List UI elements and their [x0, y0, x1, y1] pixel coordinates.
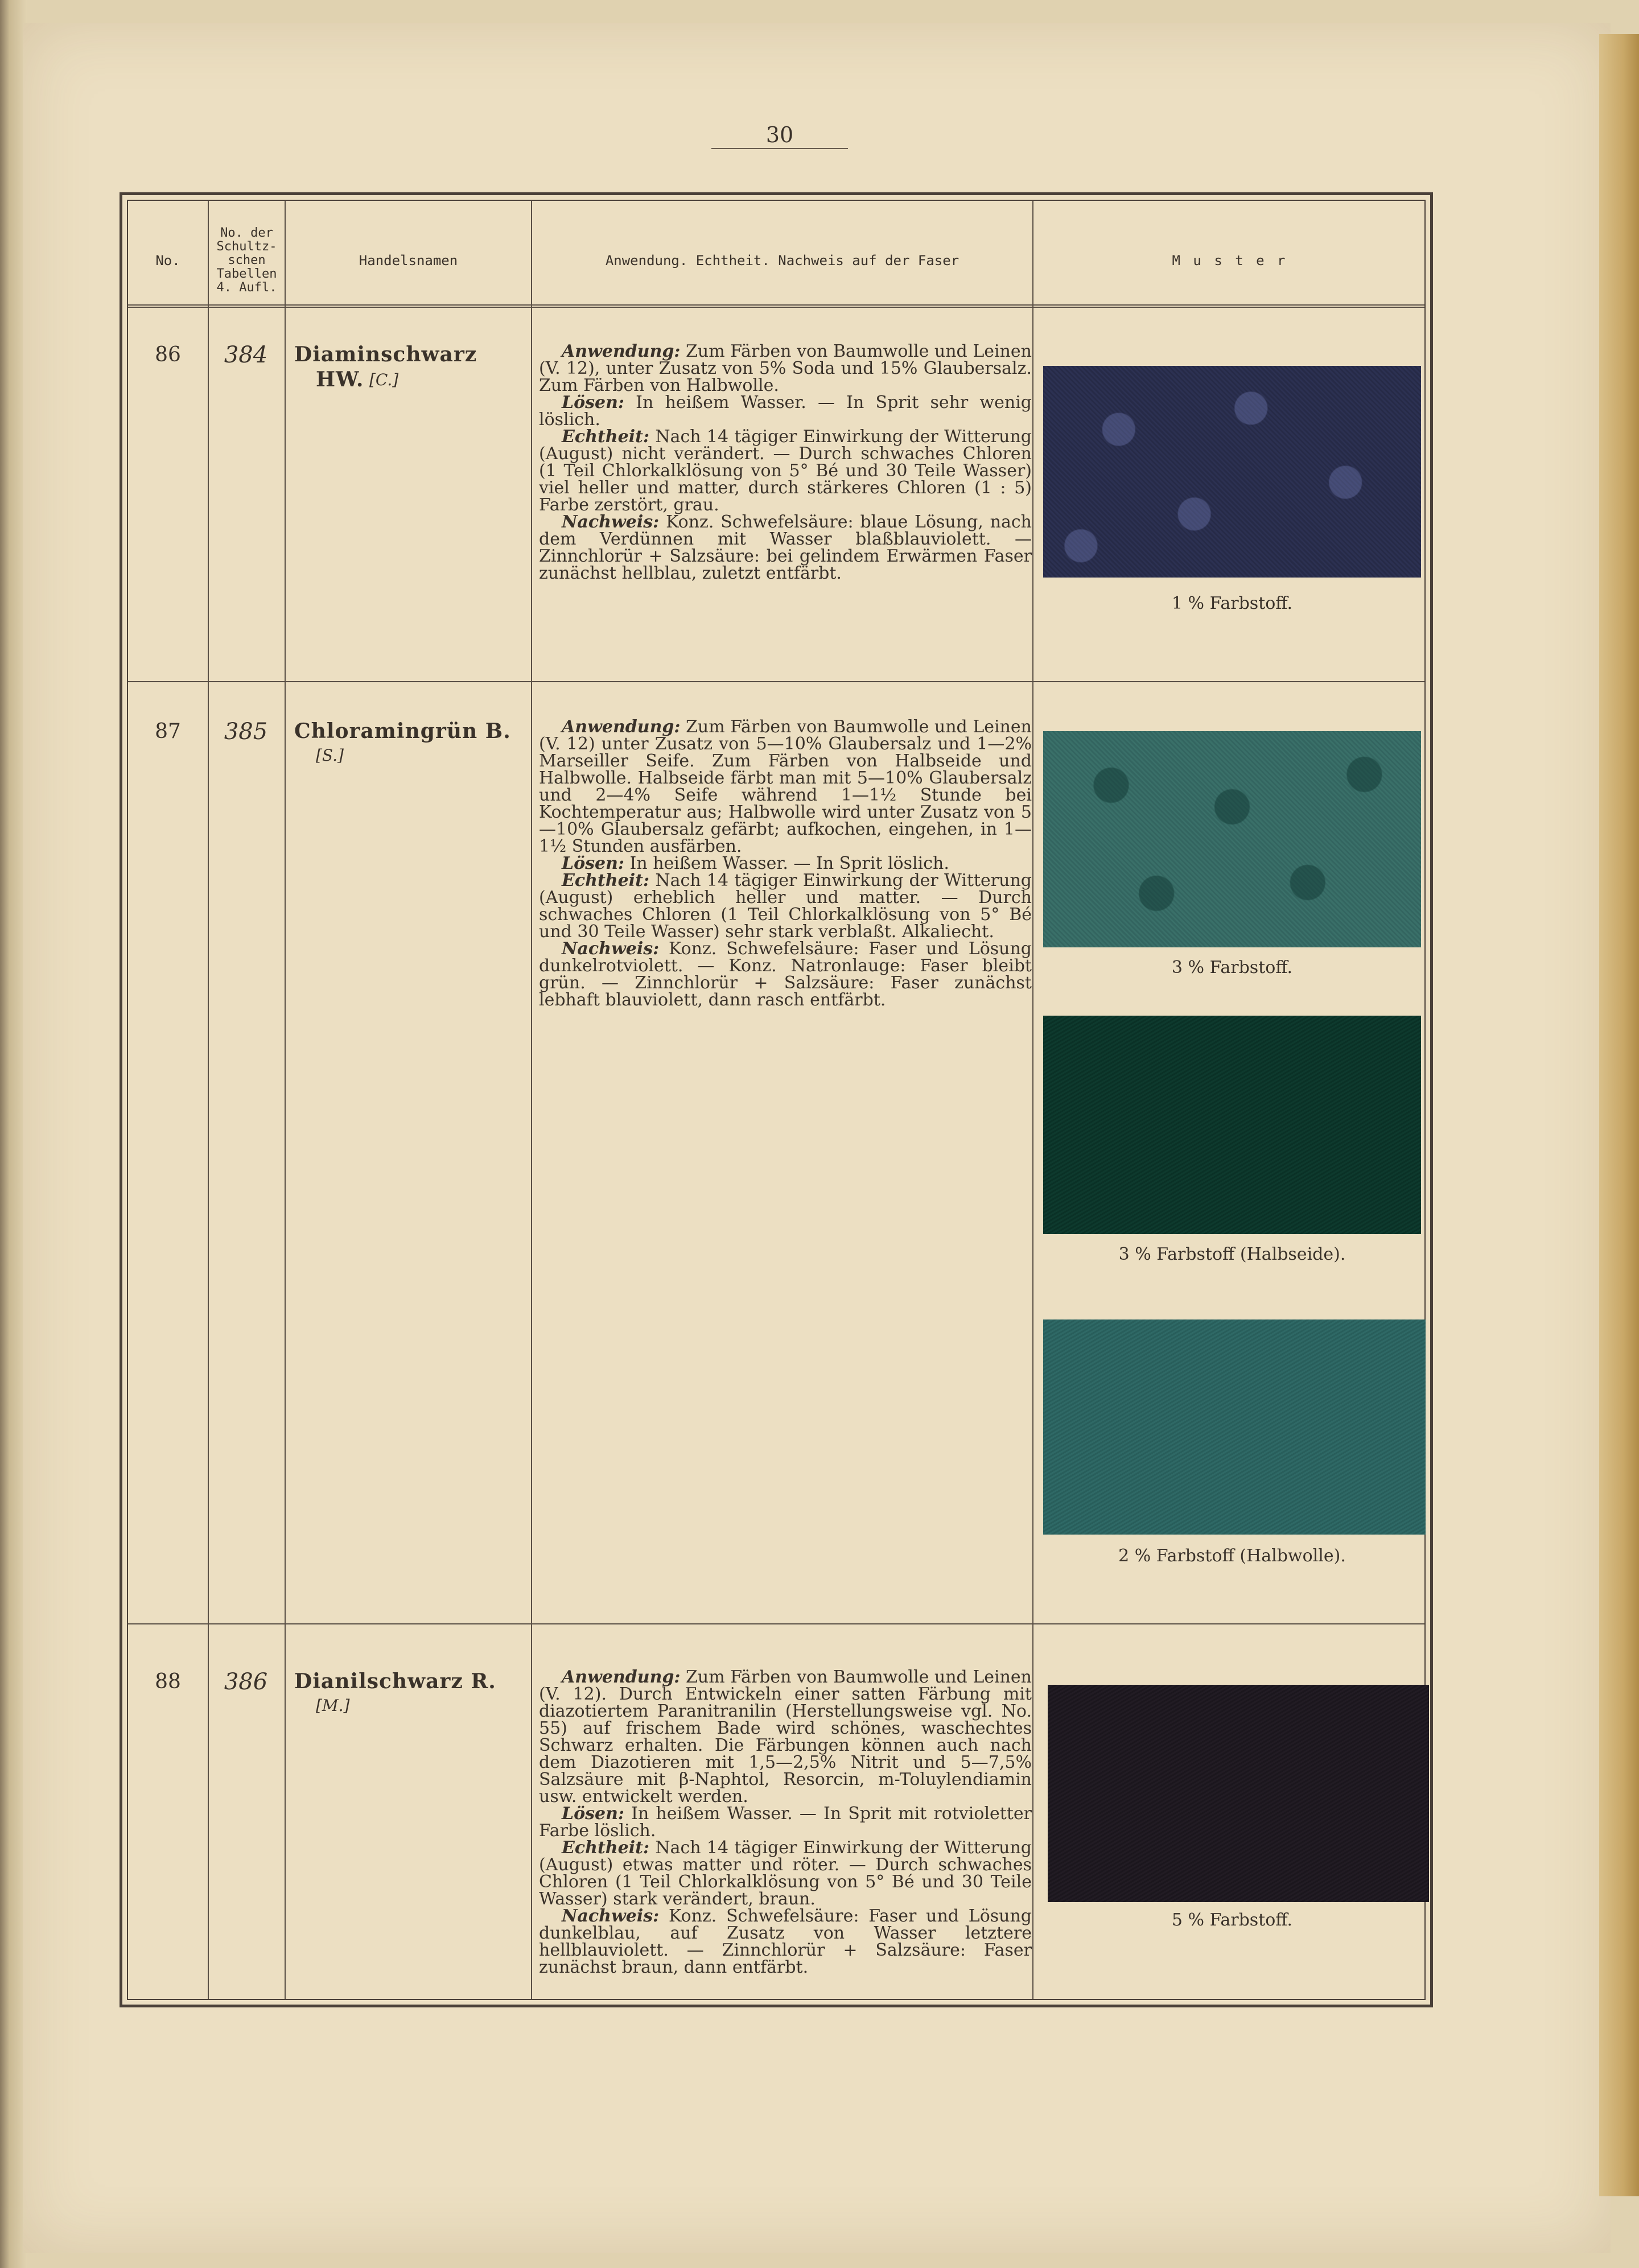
para-label: Echtheit:	[562, 871, 650, 890]
para-label: Lösen:	[562, 1804, 624, 1824]
application-paragraph	[539, 343, 1032, 394]
header-names: Handelsnamen	[359, 253, 458, 269]
manufacturer-code: [M.]	[316, 1696, 350, 1715]
schultz-number: 384	[224, 342, 268, 368]
solubility-paragraph	[539, 394, 1032, 428]
schultz-number: 385	[224, 719, 268, 745]
description-block	[539, 1669, 1032, 1976]
sample-caption: 2 % Farbstoff (Halbwolle).	[1118, 1546, 1346, 1566]
row-divider	[128, 1623, 1424, 1624]
row-number: 86	[155, 343, 181, 366]
para-text: Nach 14 tägiger Einwirkung der Witterung (August) erheblich heller und matter. — Durch schwaches Chloren (1 Teil Chlorkalklösung von 5° Bé und 30 Teile Wasser) sehr stark verblaßt. Alkaliecht.	[539, 871, 1032, 942]
fastness-paragraph	[539, 428, 1032, 514]
para-text: Zum Färben von Baumwolle und Leinen (V. 12), unter Zusatz von 5% Soda und 15% Glaubersalz. Zum Färben von Halbwolle.	[539, 341, 1032, 395]
para-text: Konz. Schwefelsäure: blaue Lösung, nach dem Verdünnen mit Wasser blaßblauviolett. — Zinnchlorür + Salzsäure: bei gelindem Erwärmen Faser zunächst hellblau, zuletzt entfärbt.	[539, 512, 1032, 583]
para-text: Zum Färben von Baumwolle und Leinen (V. 12). Durch Entwickeln einer satten Färbung mit diazotiertem Paranitranilin (Herstellungsweise vgl. No. 55) auf frischem Bade wird schönes, waschechtes Schwarz erhalten. Die Färbungen können auch nach dem Diazotieren mit 1,5—2,5% Nitrit und 5—7,5% Salzsäure mit β-Naphtol, Resorcin, m-Toluylendiamin usw. entwickelt werden.	[539, 1667, 1032, 1807]
trade-name: Chloramingrün B.	[294, 719, 511, 743]
detection-paragraph	[539, 941, 1032, 1009]
page-number-rule	[711, 148, 848, 149]
description-block	[539, 719, 1032, 1009]
sample-caption: 5 % Farbstoff.	[1171, 1910, 1293, 1930]
header-schultz: No. der Schultz-schen Tabellen 4. Aufl.	[216, 226, 277, 295]
row-number: 88	[155, 1670, 181, 1693]
header-rule	[128, 304, 1424, 308]
para-label: Lösen:	[562, 393, 624, 413]
application-paragraph	[539, 1669, 1032, 1805]
dye-table	[120, 192, 1433, 2007]
col-divider	[1032, 201, 1033, 1999]
trade-name: Dianilschwarz R.	[294, 1669, 496, 1693]
detection-paragraph	[539, 514, 1032, 582]
para-label: Echtheit:	[562, 1838, 650, 1858]
row-divider	[128, 681, 1424, 682]
manufacturer-code: [C.]	[369, 370, 399, 389]
para-text: Konz. Schwefelsäure: Faser und Lösung dunkelrotviolett. — Konz. Natronlauge: Faser bleibt grün. — Zinnchlorür + Salzsäure: Faser zunächst lebhaft blauviolett, dann rasch entfärbt.	[539, 939, 1032, 1010]
dye-table-inner	[127, 200, 1426, 2000]
para-label: Nachweis:	[562, 512, 660, 532]
fastness-paragraph	[539, 1840, 1032, 1908]
detection-paragraph	[539, 1908, 1032, 1976]
page-number: 30	[765, 122, 794, 147]
solubility-paragraph	[539, 855, 1032, 872]
col-divider	[285, 201, 286, 1999]
header-sample: M u s t e r	[1172, 253, 1288, 269]
para-text: Zum Färben von Baumwolle und Leinen (V. 12) unter Zusatz von 5—10% Glaubersalz und 1—2% Marseiller Seife. Zum Färben von Halbseide und Halbwolle. Halbseide färbt man mit 5—10% Glaubersalz und 2—4% Seife während 1—1½ Stunde bei Kochtemperatur aus; Halbwolle wird unter Zusatz von 5—10% Glaubersalz gefärbt; aufkochen, eingehen, in 1—1½ Stunden ausfärben.	[539, 717, 1032, 856]
col-divider	[208, 201, 209, 1999]
para-label: Anwendung:	[562, 1667, 681, 1687]
fabric-sample	[1043, 731, 1421, 947]
para-text: Nach 14 tägiger Einwirkung der Witterung (August) etwas matter und röter. — Durch schwaches Chloren (1 Teil Chlorkalklösung von 5° Bé und 30 Teile Wasser) stark verändert, braun.	[539, 1838, 1032, 1909]
para-text: In heißem Wasser. — In Sprit sehr wenig löslich.	[539, 393, 1032, 430]
solubility-paragraph	[539, 1805, 1032, 1840]
page-right-edge	[1599, 34, 1639, 2196]
para-text: Konz. Schwefelsäure: Faser und Lösung dunkelblau, auf Zusatz von Wasser letztere hellblauviolett. — Zinnchlorür + Salzsäure: Faser zunächst braun, dann entfärbt.	[539, 1906, 1032, 1977]
application-paragraph	[539, 719, 1032, 855]
trade-name: Diaminschwarz	[294, 343, 477, 366]
para-text: Nach 14 tägiger Einwirkung der Witterung (August) nicht verändert. — Durch schwaches Chloren (1 Teil Chlorkalklösung von 5° Bé und 30 Teile Wasser) viel heller und matter, durch stärkeres Chloren (1 : 5) Farbe zerstört, grau.	[539, 427, 1032, 515]
sample-caption: 3 % Farbstoff.	[1171, 958, 1293, 978]
fabric-sample	[1043, 1016, 1421, 1234]
header-application: Anwendung. Echtheit. Nachweis auf der Faser	[605, 253, 959, 269]
row-number: 87	[155, 720, 181, 743]
para-text: In heißem Wasser. — In Sprit mit rotvioletter Farbe löslich.	[539, 1804, 1032, 1841]
para-label: Lösen:	[562, 853, 624, 873]
header-no: No.	[155, 253, 180, 269]
para-label: Anwendung:	[562, 341, 681, 361]
para-label: Nachweis:	[562, 939, 660, 959]
fastness-paragraph	[539, 872, 1032, 941]
description-block	[539, 343, 1032, 582]
para-label: Nachweis:	[562, 1906, 660, 1926]
schultz-number: 386	[224, 1669, 268, 1695]
fabric-sample	[1043, 1319, 1426, 1535]
trade-name-line2: HW.	[316, 368, 364, 391]
para-text: In heißem Wasser. — In Sprit löslich.	[624, 853, 949, 873]
fabric-sample	[1048, 1685, 1429, 1902]
para-label: Anwendung:	[562, 717, 681, 737]
para-label: Echtheit:	[562, 427, 650, 447]
fabric-sample	[1043, 366, 1421, 578]
sample-caption: 1 % Farbstoff.	[1171, 593, 1293, 613]
col-divider	[531, 201, 532, 1999]
manufacturer-code: [S.]	[316, 746, 344, 765]
sample-caption: 3 % Farbstoff (Halbseide).	[1118, 1244, 1346, 1264]
